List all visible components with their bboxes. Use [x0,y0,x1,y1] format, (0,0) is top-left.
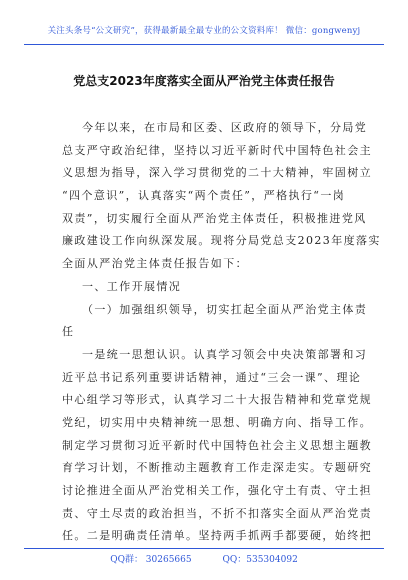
body-line: 今年以来，在市局和区委、区政府的领导下，分局党 [82,121,368,134]
body-line: 廉政建设工作向纵深发展。现将分局党总支2023年度落实 [62,234,381,248]
body-line: 育学习计划，不断推动主题教育工作走深走实。专题研究 [62,461,372,475]
subsection-heading: （一）加强组织领导，切实扛起全面从严治党主体责 [82,302,368,316]
body-line: 制定学习贯彻习近平新时代中国特色社会主义思想主题教 [62,438,372,452]
footer-divider [24,548,384,549]
document-title: 党总支2023年度落实全面从严治党主体责任报告 [73,74,335,88]
body-line: 任 [62,325,75,339]
body-line: “四个意识”，认真落实“两个责任”，严格执行“一岗 [62,189,346,203]
document-body [62,117,381,548]
footer-qq-contact: QQ：535304092 [222,555,298,565]
body-line: 党纪，切实用中央精神统一思想、明确方向、指导工作。 [62,415,372,429]
body-line: 任。二是明确责任清单。坚持两手抓两手都要硬，始终把 [62,529,372,543]
body-line: 双责”，切实履行全面从严治党主体责任，积极推进党风 [62,211,367,225]
body-line: 近平总书记系列重要讲话精神，通过“三会一课”、理论 [62,370,362,384]
footer-qq-group: QQ群： 30265665 [110,555,192,565]
footer [0,552,408,565]
section-heading: 一、工作开展情况 [82,279,182,293]
body-line: 总支严守政治纪律，坚持以习近平新时代中国特色社会主 [62,143,372,157]
header-banner: 关注头条号“公文研究”，获得最新最全最专业的公文资料库！ 微信：gongwenyj [47,26,361,36]
header-divider [24,44,384,45]
body-line: 讨论推进全面从严治党相关工作，强化守土有责、守土担 [62,484,372,497]
body-line: 义思想为指导，深入学习贯彻党的二十大精神，牢固树立 [62,166,372,180]
body-line: 中心组学习等形式，认真学习二十大报告精神和党章党规 [62,393,372,407]
body-line: 责、守土尽责的政治担当，不折不扣落实全面从严治党责 [62,506,372,520]
body-line: 一是统一思想认识。认真学习领会中央决策部署和习 [82,347,368,361]
body-line: 全面从严治党主体责任报告如下： [62,257,248,271]
